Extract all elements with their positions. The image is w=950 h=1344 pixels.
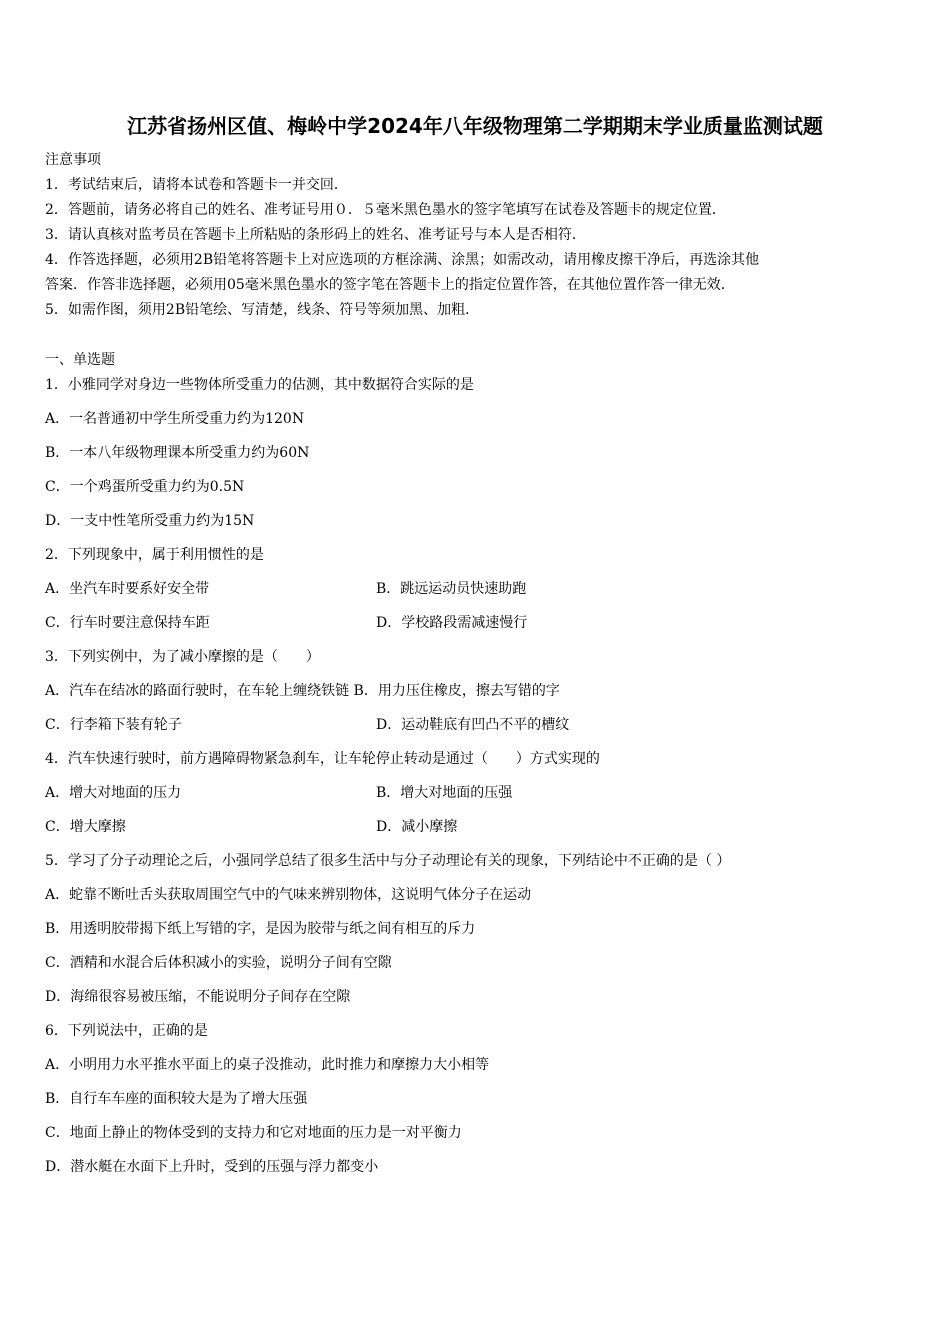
option-b: B．用透明胶带揭下纸上写错的字，是因为胶带与纸之间有相互的斥力 [45, 921, 476, 937]
question-stem: 6．下列说法中，正确的是 [45, 1023, 208, 1039]
option-ab: A．汽车在结冰的路面行驶时，在车轮上缠绕铁链 B．用力压住橡皮，擦去写错的字 [45, 683, 560, 699]
option-c: C．一个鸡蛋所受重力约为0.5N [45, 479, 245, 495]
option-c: C．酒精和水混合后体积减小的实验，说明分子间有空隙 [45, 955, 392, 971]
notice-item: 4．作答选择题，必须用2B铅笔将答题卡上对应选项的方框涂满、涂黑；如需改动，请用橡皮擦干净后，再选涂其他 [45, 252, 760, 268]
option-a: A．一名普通初中学生所受重力约为120N [45, 411, 305, 427]
question-stem: 4．汽车快速行驶时，前方遇障碍物紧急刹车，让车轮停止转动是通过（ ）方式实现的 [45, 751, 600, 767]
option-c: C．行李箱下装有轮子 [45, 717, 182, 733]
question-stem: 1．小雅同学对身边一些物体所受重力的估测，其中数据符合实际的是 [45, 377, 474, 393]
notice-heading: 注意事项 [45, 152, 101, 168]
notice-item: 1．考试结束后，请将本试卷和答题卡一并交回． [45, 177, 348, 193]
option-b: B．增大对地面的压强 [376, 785, 513, 801]
option-d: D．减小摩擦 [376, 819, 458, 835]
option-a: A．蛇靠不断吐舌头获取周围空气中的气味来辨别物体，这说明气体分子在运动 [45, 887, 532, 903]
option-d: D．学校路段需减速慢行 [376, 615, 528, 631]
option-a: A．坐汽车时要系好安全带 [45, 581, 210, 597]
option-a: A．小明用力水平推水平面上的桌子没推动，此时推力和摩擦力大小相等 [45, 1057, 490, 1073]
page-title: 江苏省扬州区值、梅岭中学2024年八年级物理第二学期期末学业质量监测试题 [127, 114, 823, 138]
option-c: C．行车时要注意保持车距 [45, 615, 210, 631]
section-heading: 一、单选题 [45, 352, 115, 368]
question-stem: 2．下列现象中，属于利用惯性的是 [45, 547, 264, 563]
option-row [45, 810, 905, 844]
question-stem: 5．学习了分子动理论之后，小强同学总结了很多生活中与分子动理论有关的现象，下列结论中不正确的是（ ） [45, 853, 731, 869]
notice-item: 5．如需作图，须用2B铅笔绘、写清楚，线条、符号等须加黑、加粗． [45, 302, 480, 318]
option-b: B．一本八年级物理课本所受重力约为60N [45, 445, 310, 461]
notice-section [45, 148, 905, 323]
option-row [45, 572, 905, 606]
question-list [45, 368, 905, 1184]
option-c: C．增大摩擦 [45, 819, 126, 835]
option-d: D．一支中性笔所受重力约为15N [45, 513, 255, 529]
option-row [45, 606, 905, 640]
question-stem: 3．下列实例中，为了减小摩擦的是（ ） [45, 649, 320, 665]
option-row [45, 776, 905, 810]
option-b: B．跳远运动员快速助跑 [376, 581, 527, 597]
option-d: D．海绵很容易被压缩，不能说明分子间存在空隙 [45, 989, 351, 1005]
option-b: B．自行车车座的面积较大是为了增大压强 [45, 1091, 308, 1107]
option-d: D．运动鞋底有凹凸不平的槽纹 [376, 717, 570, 733]
notice-item: 2．答题前，请务必将自己的姓名、准考证号用０．５毫米黑色墨水的签字笔填写在试卷及答题卡的规定位置． [45, 202, 726, 218]
option-c: C．地面上静止的物体受到的支持力和它对地面的压力是一对平衡力 [45, 1125, 462, 1141]
notice-item: 答案．作答非选择题，必须用05毫米黑色墨水的签字笔在答题卡上的指定位置作答，在其他位置作答一律无效． [45, 277, 735, 293]
option-a: A．增大对地面的压力 [45, 785, 182, 801]
option-d: D．潜水艇在水面下上升时，受到的压强与浮力都变小 [45, 1159, 379, 1175]
option-row [45, 708, 905, 742]
notice-item: 3．请认真核对监考员在答题卡上所粘贴的条形码上的姓名、准考证号与本人是否相符． [45, 227, 586, 243]
